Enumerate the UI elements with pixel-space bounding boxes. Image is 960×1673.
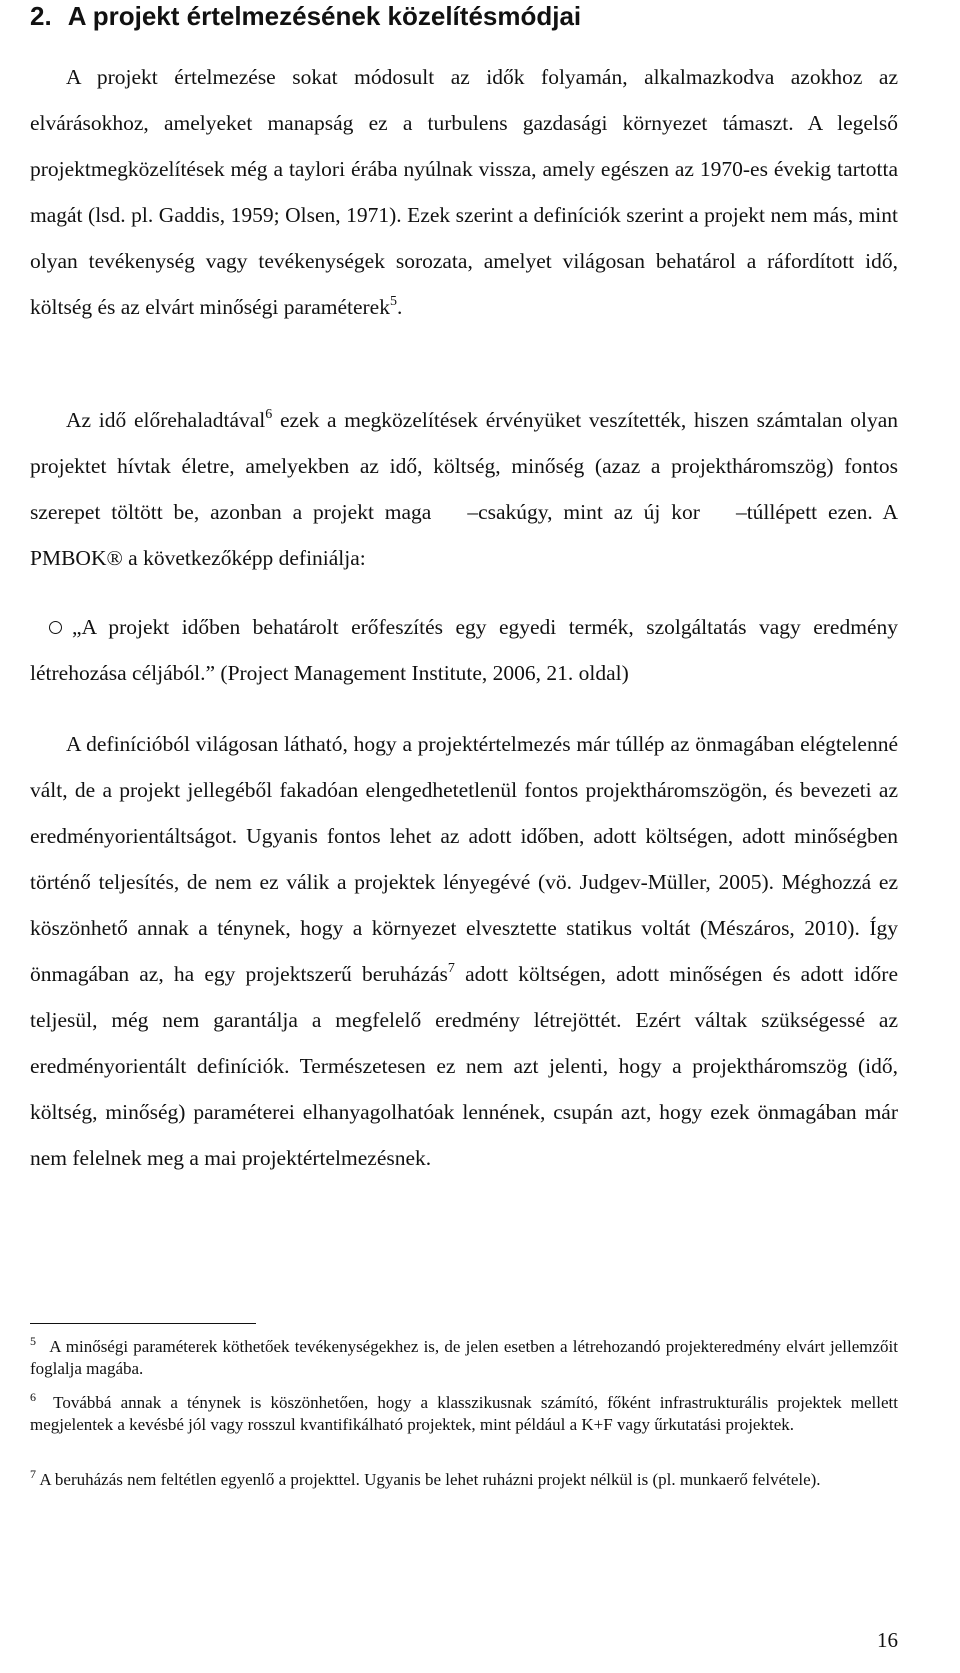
paragraph-2-lead: Az idő előrehaladtával [66, 408, 266, 432]
footnote-text: Továbbá annak a ténynek is köszönhetően, hogy a klasszikusnak számító, főként infrastrukturális projektek mellett megjelentek a kevésbé jól vagy rosszul kvantifikálható projektek, mint például a K+F vagy űrkutatási projektek. [30, 1393, 898, 1434]
footnote-text: A minőségi paraméterek köthetőek tevékenységekhez is, de jelen esetben a létrehozandó projekteredmény elvárt jellemzőit foglalja magába. [30, 1337, 899, 1378]
paragraph-2-text-b: csakúgy, mint az új kor [478, 500, 700, 524]
section-heading [30, 0, 581, 32]
paragraph-2-text-c: túllépett ezen. A PMBOK® a következőképp definiálja: [30, 500, 899, 570]
footnote-number: 5 [30, 1334, 36, 1348]
section-title: A projekt értelmezésének közelítésmódjai [67, 1, 582, 31]
footnote-divider [30, 1323, 256, 1324]
quote-text: „A projekt időben behatárolt erőfeszítés egy egyedi termék, szolgáltatás vagy eredmény létrehozása céljából.” (Project Management Institute, 2006, 21. oldal) [30, 615, 898, 685]
paragraph-2-text-a: ezek a megközelítések érvényüket veszítették, hiszen számtalan olyan projektet hívtak életre, amelyekben az idő, költség, minőség (azaz a projektháromszög) fontos szerepet töltött be, azonban a projekt maga [30, 408, 898, 524]
footnote-ref-7[interactable]: 7 [447, 961, 455, 976]
footnote-number: 6 [30, 1390, 36, 1404]
footnote-number: 7 [30, 1467, 36, 1481]
footnote-6 [30, 1392, 898, 1436]
paragraph-2 [30, 397, 898, 581]
footnote-7 [30, 1469, 898, 1491]
footnote-5 [30, 1336, 898, 1380]
page-number: 16 [877, 1628, 898, 1652]
footnote-ref-6[interactable]: 6 [265, 407, 273, 422]
paragraph-1-tail: . [396, 295, 403, 319]
footnote-text: A beruházás nem feltétlen egyenlő a projekttel. Ugyanis be lehet ruházni projekt nélkül is (pl. munkaerő felvétele). [39, 1470, 821, 1489]
bullet-icon [49, 621, 62, 634]
paragraph-3-text-b: adott költségen, adott minőségen és adott időre teljesül, még nem garantálja a megfelelő eredmény létrejöttét. Ezért váltak szükségessé az eredményorientált definíciók. Természetesen ez nem azt jelenti, hogy a projektháromszög (idő, költség, minőség) paraméterei elhanyagolhatóak lennének, csupán azt, hogy ezek önmagában már nem felelnek meg a mai projektértelmezésnek. [30, 962, 898, 1170]
paragraph-3-text-a: A definícióból világosan látható, hogy a projektértelmezés már túllép az önmagában elégtelenné vált, de a projekt jellegéből fakadóan elengedhetetlenül fontos projektháromszögön, és bevezeti az eredményorientáltságot. Ugyanis fontos lehet az adott időben, adott költségen, adott minőségben történő teljesítés, de nem ez válik a projektek lényegévé (vö. Judgev-Müller, 2005). Méghozzá ez köszönhető annak a ténynek, hogy a környezet elvesztette statikus voltát (Mészáros, 2010). Így önmagában az, ha egy projektszerű beruházás [30, 732, 898, 986]
section-number: 2. [30, 1, 52, 31]
footnote-ref-5[interactable]: 5 [389, 294, 397, 309]
em-dash: – [467, 500, 479, 524]
paragraph-1-text: A projekt értelmezése sokat módosult az idők folyamán, alkalmazkodva azokhoz az elvárásokhoz, amelyeket manapság ez a turbulens gazdasági környezet támaszt. A legelső projektmegközelítések még a taylori érába nyúlnak vissza, amely egészen az 1970-es évekig tartotta magát (lsd. pl. Gaddis, 1959; Olsen, 1971). Ezek szerint a definíciók szerint a projekt nem más, mint olyan tevékenység vagy tevékenységek sorozata, amelyet világosan behatárol a ráfordított idő, költség és az elvárt minőségi paraméterek [30, 65, 898, 319]
em-dash: – [735, 500, 747, 524]
paragraph-3 [30, 721, 898, 1181]
definition-quote [30, 604, 898, 696]
paragraph-1 [30, 54, 898, 330]
